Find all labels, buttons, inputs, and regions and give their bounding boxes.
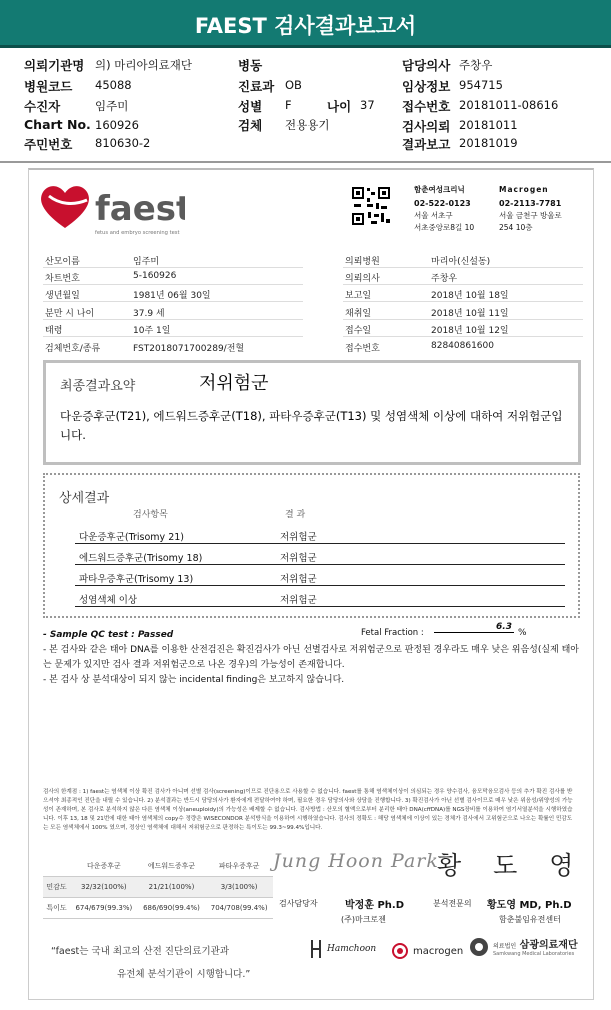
patient-label: 산모이름 <box>45 257 80 267</box>
patient-value: 2018년 10월 11일 <box>431 309 509 319</box>
header-label: 병원코드 <box>24 79 73 94</box>
header-value: 전용용기 <box>285 118 330 132</box>
logo-brand: faest <box>95 189 185 229</box>
stats-header: 다운증후군 <box>86 862 121 870</box>
detail-result: 저위험군 <box>280 595 317 606</box>
header-value: F <box>285 98 292 112</box>
detail-item: 파타우증후군(Trisomy 13) <box>79 574 194 585</box>
fine-print: 검사의 한계점 : 1) faest는 염색체 이상 확진 검사가 아니며 선별 검사(screening)이므로 진단용으로 사용할 수 없습니다. faest를 통해 염색체이상이 의심되는 경우 양수검사, 융모막융모검사 등의 추가 확진 검사를 받으셔야 최종적인 진단을 내릴 수 있습니다. 2) 분석결과는 반드시 담당의사가 환자에게 전달하여야 하며, 필요한 경우 담당의사와 상담을 진행합니다. 3) 확진검사가 아닌 선별 검사이므로 매우 낮은 위음성/위양성의 가능성이 존재하며, 본 검사로 분석하지 않은 다른 염색체 이상(aneuploidy)의 가능성은 배제할 수 없습니다. 검사방법 : 산모의 혈액으로부터 분리한 태아 DNA(cffDNA)를 NGS장비를 이용하여 염기서열분석을 시행하였습니다. 이후 13, 18 및 21번에 대한 태아 염색체의 copy수 정량은 WISECONDOR 분석방식을 이용하여 시행하였습니다. 검사의 정확도 : 해당 염색체에 이상이 있는 경체가 검사에서 고위험군으로 나오는 확률인 민감도는 모든 염색체에서 100% 였으며, 정상인 염색체에 대해서 저위험군으로 판정하는 특이도는 99.3~99.4%입니다. <box>43 789 573 831</box>
hamchoon-text: Hamchoon <box>327 944 377 954</box>
detail-result: 저위험군 <box>280 574 317 585</box>
header-label: 검체 <box>238 118 263 133</box>
header-label: 임상정보 <box>402 79 451 94</box>
fetal-fraction-unit: % <box>518 628 527 638</box>
detail-item: 다운증후군(Trisomy 21) <box>79 532 184 543</box>
detail-item: 성염색체 이상 <box>79 595 138 606</box>
header-label: 주민번호 <box>24 137 73 152</box>
stats-cell: 특이도 <box>43 898 70 919</box>
hospital-phone: 02-2113-7781 <box>499 199 562 208</box>
patient-label: 차트번호 <box>45 274 80 284</box>
note-line: - 본 검사와 같은 태아 DNA를 이용한 산전검진은 확진검사가 아닌 선별검사로 저위험군으로 판정된 경우라도 매우 낮은 위음성(실제 태아는 문제가 있지만 검사 결과 저위험군으로 나온 경우)의 가능성이 존재합니다. <box>43 645 579 670</box>
detail-result: 저위험군 <box>280 553 317 564</box>
header-value: 45088 <box>95 78 132 92</box>
header-label: 병동 <box>238 58 263 73</box>
summary-text: 다운증후군(T21), 에드워드증후군(T18), 파타우증후군(T13) 및 성염색체 이상에 대하여 저위험군입니다. <box>60 409 563 442</box>
signature-org: 함춘불임유전센터 <box>499 915 561 924</box>
hospital-block <box>414 184 474 234</box>
patient-value: 임주미 <box>133 257 160 267</box>
hospital-block <box>499 184 562 234</box>
patient-value: 2018년 10월 18일 <box>431 291 509 301</box>
hospital-address: 서초중앙로8길 10 <box>414 223 475 232</box>
stats-cell: 32/32(100%) <box>70 877 138 898</box>
hospital-address: 254 10층 <box>499 223 533 232</box>
stats-cell: 3/3(100%) <box>205 877 273 898</box>
macrogen-text: macrogen <box>413 945 464 957</box>
header-label: 의뢰기관명 <box>24 58 85 73</box>
summary-heading: 최종결과요약 <box>60 379 136 394</box>
patient-label: 보고일 <box>345 291 372 301</box>
summary-result: 저위험군 <box>199 373 269 394</box>
signature-script: 황 도 영 <box>437 851 586 880</box>
notes <box>43 628 583 688</box>
fetal-fraction-label: Fetal Fraction : <box>361 628 424 638</box>
patient-value: 2018년 10월 12일 <box>431 326 509 336</box>
note-line: - 본 검사 상 분석대상이 되지 않는 incidental finding은 보고하지 않습니다. <box>43 675 345 685</box>
qr-code-icon <box>351 186 391 226</box>
stats-cell: 21/21(100%) <box>138 877 206 898</box>
header-label: 담당의사 <box>402 58 451 73</box>
patient-value: 주창우 <box>431 274 458 284</box>
header-label: 접수번호 <box>402 99 451 114</box>
quote-line: “faest는 국내 최고의 산전 진단의료기관과 <box>51 946 230 957</box>
patient-value: 5-160926 <box>133 271 177 281</box>
stats-header: 에드워드증후군 <box>147 862 196 870</box>
detail-row <box>75 566 565 586</box>
detail-heading: 상세결과 <box>59 491 110 506</box>
stats-header <box>43 856 70 877</box>
header-info <box>0 50 611 168</box>
fetal-fraction-value: 6.3 <box>434 622 514 633</box>
patient-value: FST2018071700289/전혈 <box>133 344 245 354</box>
header-label: Chart No. <box>24 117 91 132</box>
logo-tagline: fetus and embryo screening test <box>95 230 180 236</box>
detail-col-header: 결 과 <box>285 510 306 520</box>
signature-label: 분석전문의 <box>433 899 472 908</box>
samkwang-logo <box>469 936 578 957</box>
qc-status: - Sample QC test : Passed <box>43 630 174 640</box>
summary-box <box>43 360 581 465</box>
hospital-name: 함춘여성크리닉 <box>414 185 465 194</box>
patient-label: 접수번호 <box>345 344 380 354</box>
header-label: 성별 <box>238 99 263 114</box>
stats-cell: 704/708(99.4%) <box>205 898 273 919</box>
quote <box>51 940 250 986</box>
hamchoon-icon <box>309 938 323 960</box>
detail-row <box>75 587 565 607</box>
patient-label: 분만 시 나이 <box>45 309 95 319</box>
patient-label: 태령 <box>45 326 63 336</box>
heart-logo-icon <box>35 176 185 246</box>
header-value: OB <box>285 78 302 92</box>
patient-label: 검체번호/종류 <box>45 344 101 354</box>
patient-value: 82840861600 <box>431 341 494 351</box>
detail-box <box>43 473 580 618</box>
header-value: 20181011-08616 <box>459 98 559 112</box>
header-label: 검사의뢰 <box>402 119 451 134</box>
detail-result: 저위험군 <box>280 532 317 543</box>
header-value: 20181019 <box>459 136 518 150</box>
faest-logo <box>35 176 185 246</box>
stats-cell: 674/679(99.3%) <box>70 898 138 919</box>
hospital-address: 서울 금천구 방울로 <box>499 211 562 220</box>
samkwang-subtext: Samkwang Medical Laboratories <box>493 951 575 957</box>
hospital-name: Macrogen <box>499 185 549 194</box>
header-value: 160926 <box>95 118 139 132</box>
samkwang-badge: 의료법인 <box>493 943 517 950</box>
stats-cell: 민감도 <box>43 877 70 898</box>
header-value: 주창우 <box>459 58 493 72</box>
macrogen-icon <box>391 942 409 960</box>
signature-label: 검사담당자 <box>279 899 318 908</box>
report-title: FAEST 검사결과보고서 <box>194 14 417 38</box>
macrogen-logo <box>391 942 463 960</box>
detail-col-header: 검사항목 <box>133 510 168 520</box>
patient-label: 접수일 <box>345 326 372 336</box>
hospital-address: 서울 서초구 <box>414 211 453 220</box>
header-label: 진료과 <box>238 79 275 94</box>
age-value: 37 <box>360 98 375 112</box>
header-value: 20181011 <box>459 118 518 132</box>
signature-name: 황도영 MD, Ph.D <box>487 900 572 911</box>
patient-label: 의뢰병원 <box>345 257 380 267</box>
header-value: 810630-2 <box>95 136 151 150</box>
signature-name: 박정훈 Ph.D <box>345 900 405 911</box>
samkwang-text: 삼광의료재단 <box>519 940 578 951</box>
patient-value: 마리아(신설동) <box>431 257 491 267</box>
stats-header: 파타우증후군 <box>218 862 260 870</box>
header-label: 결과보고 <box>402 137 451 152</box>
samkwang-icon <box>469 937 489 957</box>
patient-label: 의뢰의사 <box>345 274 380 284</box>
hospital-phone: 02-522-0123 <box>414 199 471 208</box>
patient-value: 10주 1일 <box>133 326 171 336</box>
accuracy-table <box>43 856 273 919</box>
signature-org: (주)마크로젠 <box>341 915 386 924</box>
detail-item: 에드워드증후군(Trisomy 18) <box>79 553 203 564</box>
header-value: 954715 <box>459 78 503 92</box>
report-title-bar <box>0 0 611 48</box>
detail-row <box>75 545 565 565</box>
stats-cell: 686/690(99.4%) <box>138 898 206 919</box>
header-divider <box>0 161 611 163</box>
patient-value: 1981년 06월 30일 <box>133 291 211 301</box>
detail-row <box>75 524 565 544</box>
report-body <box>28 168 594 1000</box>
quote-line: 유전체 분석기관이 시행합니다.” <box>117 969 251 980</box>
signature-script: Jung Hoon Park <box>273 850 439 872</box>
hamchoon-logo <box>309 938 376 960</box>
header-value: 임주미 <box>95 99 129 113</box>
age-label: 나이 <box>327 99 352 114</box>
patient-label: 채취일 <box>345 309 372 319</box>
patient-value: 37.9 세 <box>133 309 165 319</box>
header-value: 의) 마리아의료재단 <box>95 58 193 72</box>
header-label: 수진자 <box>24 99 61 114</box>
patient-label: 생년월일 <box>45 291 80 301</box>
